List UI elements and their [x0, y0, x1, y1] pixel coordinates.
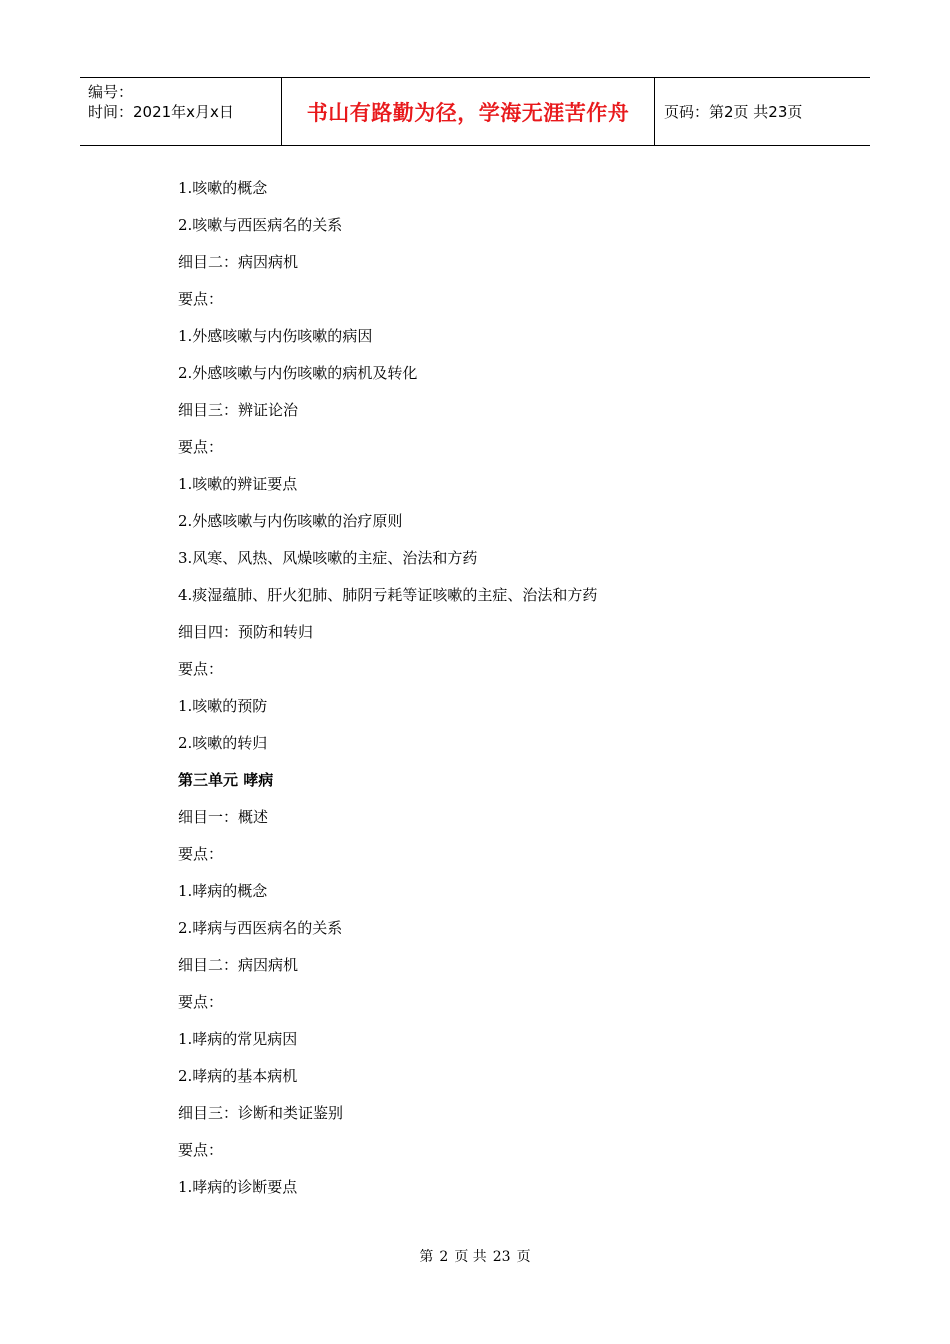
- text-line: 要点：: [178, 290, 224, 308]
- text-line: 1.哮病的诊断要点: [178, 1178, 298, 1196]
- footer-suffix: 页: [516, 1249, 531, 1265]
- text-line: 2.哮病与西医病名的关系: [178, 919, 343, 937]
- text-line: 要点：: [178, 1141, 224, 1159]
- footer-total: 23: [492, 1249, 511, 1265]
- page-header: [80, 77, 870, 146]
- text-line: 细目三：诊断和类证鉴别: [178, 1104, 344, 1122]
- time-label: 时间：2021年x月x日: [88, 103, 234, 121]
- text-line: 2.咳嗽与西医病名的关系: [178, 216, 343, 234]
- document-body: [178, 176, 798, 1212]
- header-meta: [80, 78, 281, 145]
- serial-number-label: 编号：: [88, 83, 134, 101]
- footer-prefix: 第: [419, 1249, 434, 1265]
- footer-middle: 页 共: [454, 1249, 487, 1265]
- text-line: 细目四：预防和转归: [178, 623, 314, 641]
- text-line: 细目三：辨证论治: [178, 401, 299, 419]
- text-line: 3.风寒、风热、风燥咳嗽的主症、治法和方药: [178, 549, 478, 567]
- text-line: 要点：: [178, 438, 224, 456]
- text-line: 2.外感咳嗽与内伤咳嗽的治疗原则: [178, 512, 403, 530]
- text-line: 1.咳嗽的辨证要点: [178, 475, 298, 493]
- text-line: 2.咳嗽的转归: [178, 734, 268, 752]
- text-line: 1.外感咳嗽与内伤咳嗽的病因: [178, 327, 373, 345]
- text-line: 要点：: [178, 845, 224, 863]
- footer-page: 2: [439, 1249, 449, 1265]
- text-line: 细目一：概述: [178, 808, 269, 826]
- text-line: 细目二：病因病机: [178, 956, 299, 974]
- text-line: 2.外感咳嗽与内伤咳嗽的病机及转化: [178, 364, 418, 382]
- text-line: 1.哮病的概念: [178, 882, 268, 900]
- header-page-number: 页码：第2页 共23页: [664, 103, 803, 121]
- text-line: 要点：: [178, 993, 224, 1011]
- text-line: 细目二：病因病机: [178, 253, 299, 271]
- page-footer: [0, 1246, 950, 1266]
- text-line: 1.咳嗽的预防: [178, 697, 268, 715]
- text-line: 1.咳嗽的概念: [178, 179, 268, 197]
- section-heading: 第三单元 哮病: [178, 771, 274, 789]
- text-line: 2.哮病的基本病机: [178, 1067, 298, 1085]
- text-line: 1.哮病的常见病因: [178, 1030, 298, 1048]
- header-motto: 书山有路勤为径，学海无涯苦作舟: [281, 78, 655, 145]
- text-line: 要点：: [178, 660, 224, 678]
- text-line: 4.痰湿蕴肺、肝火犯肺、肺阴亏耗等证咳嗽的主症、治法和方药: [178, 586, 598, 604]
